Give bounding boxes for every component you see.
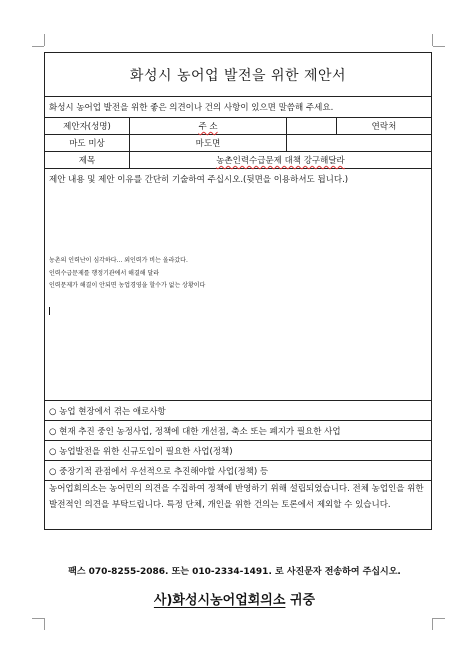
subject-label: 제목: [45, 152, 130, 168]
corner-mark: [432, 34, 433, 46]
subject-value-text: 농촌인력수급문제 대책 강구해달라: [216, 156, 345, 166]
town-row: [45, 135, 431, 152]
contact-label: 연락처: [371, 122, 397, 132]
recipient-line: [0, 589, 469, 608]
content-line: 인력문제가 해결이 안되면 농업경영을 할수가 없는 상황이다: [49, 282, 206, 289]
proposal-form: [44, 52, 432, 530]
option-item: ○ 농업발전을 위한 신규도입이 필요한 사업(정책): [45, 441, 431, 461]
form-title: 화성시 농어업 발전을 위한 제안서: [45, 53, 431, 97]
corner-mark: [44, 618, 45, 630]
option-item: ○ 농업 현장에서 겪는 애로사항: [45, 401, 431, 421]
intro-text: [45, 97, 431, 118]
option-item: ○ 중장기적 관점에서 우선적으로 추진해야할 사업(정책) 등: [45, 461, 431, 481]
town-value[interactable]: 마도면: [130, 135, 287, 151]
corner-mark: [433, 46, 445, 47]
corner-mark: [32, 46, 44, 47]
recipient-org: 사)화성시농어업회의소: [153, 593, 286, 608]
corner-mark: [432, 618, 433, 630]
content-heading: 제안 내용 및 제안 이유를 간단히 기술하여 주십시오.(뒷면을 이용하셔도 됩니다.): [49, 175, 349, 185]
corner-mark: [433, 618, 445, 619]
proposer-spacer: [287, 118, 337, 134]
subject-row: [45, 152, 431, 169]
option-item: ○ 현재 추진 중인 농정사업, 정책에 대한 개선점, 축소 또는 폐지가 필요한 사업: [45, 421, 431, 441]
proposer-value[interactable]: 주 소: [130, 118, 287, 134]
content-area[interactable]: [45, 169, 431, 401]
contact-value[interactable]: [287, 135, 431, 151]
town-label: 마도 미상: [45, 135, 130, 151]
content-line: 인력수급문제를 행정기관에서 해결해 달라: [49, 269, 160, 277]
intro-text-content: 화성시 농어업 발전을 위한 좋은 의견이나 건의 사항이 있으면 말씀해 주세요.: [49, 103, 334, 113]
fax-instructions: 팩스 070-8255-2086. 또는 010-2334-1491. 로 사진문자 전송하여 주십시오.: [68, 567, 401, 577]
corner-mark: [32, 618, 44, 619]
content-lines: [49, 255, 205, 293]
recipient-suffix: 귀중: [285, 593, 316, 608]
text-cursor: [49, 307, 50, 315]
content-line: 농촌의 인력난이 심각하다... 외인력가 비는 올라갔다.: [49, 257, 188, 264]
notice-text: 농어업회의소는 농어민의 의견을 수집하여 정책에 반영하기 위해 설립되었습니다. 전체 농업인을 위한 발전적인 의견을 부탁드립니다. 특정 단체, 개인을 위한 건의는 토론에서 제외할 수 있습니다.: [49, 484, 424, 510]
corner-mark: [44, 34, 45, 46]
subject-value[interactable]: [130, 152, 431, 168]
proposer-row: [45, 118, 431, 135]
proposer-label: 제안자(성명): [45, 118, 130, 134]
